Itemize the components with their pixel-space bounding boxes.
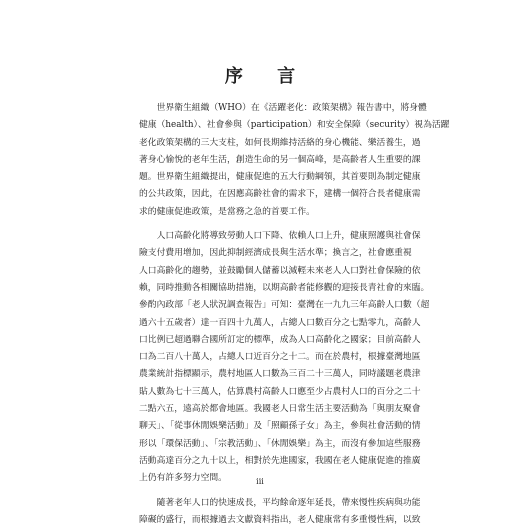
paragraph-2: 人口高齡化將導致勞動人口下降、依賴人口上升，健康照護與社會保 險支付費用增加，因此抑制經濟成長與生活水準；換言之，社會應重視 人口高齡化的趨勢，並鼓勵個人儲蓄以減輕未來老人人口對社會保險的依 賴，同時推動各相關協助措施，以期高齡者能修觀的迎接長青社會的來臨。 參酌內政部「老人狀況調查報告」可知：臺灣在一九九三年高齡人口數（超 過六十五歲者）達一百四十九萬人，占總人口數百分之七點零九，高齡人 口比例已超過聯合國所訂定的標準，成為人口高齡化之國家；目前高齡人 口為二百八十萬人，占總人口近百分之十二。而在於農村，根據臺灣地區 農業統計指標顯示，農村地區人口數為三百二十三萬人，同時議題老農津 貼人數為七十三萬人，估算農村高齡人口應至少占農村人口的百分之二十 二點六五，遠高於都會地區。我國老人日常生活主要活動為「與朋友聚會 聊天」、「從事休閒娛樂活動」及「照顧孫子女」為主，參與社會活動的情 形以「環保活動」、「宗教活動」、「休閒娛樂」為主，而沒有參加這些服務 活動高達百分之九十以上，相對於先進國家，我國在老人健康促進的推廣 上仍有許多努力空間。 <box>139 231 430 484</box>
paragraph-3: 隨著老年人口的快速成長，平均餘命逐年延長，帶來慢性疾病與功能 障礙的盛行，而根據過去文獻資料指出，老人健康常有多重慢性病，以致 <box>139 497 421 525</box>
body-text <box>139 100 450 529</box>
paragraph-1: 世界衛生組織（WHO）在《活躍老化：政策架構》報告書中，將身體 健康（health）、社會參與（participation）和安全保障（security）視為活躍 老化政策架構的三大支柱，如何長期維持活絡的身心機能、樂活養生，過 著身心愉悅的老年生活，創造生命的另一個高峰，是高齡者人生重要的課 題。世界衛生組織提出，健康促進的五大行動綱領，其首要則為制定健康 的公共政策，因此，在因應高齡社會的需求下，建構一個符合長者健康需 求的健康促進政策，是當務之急的首要工作。 <box>139 103 450 217</box>
page-title: 序 言 <box>224 66 310 87</box>
page-number: iii <box>256 477 264 486</box>
paragraph-gap <box>139 221 387 228</box>
paragraph-gap <box>139 488 387 495</box>
